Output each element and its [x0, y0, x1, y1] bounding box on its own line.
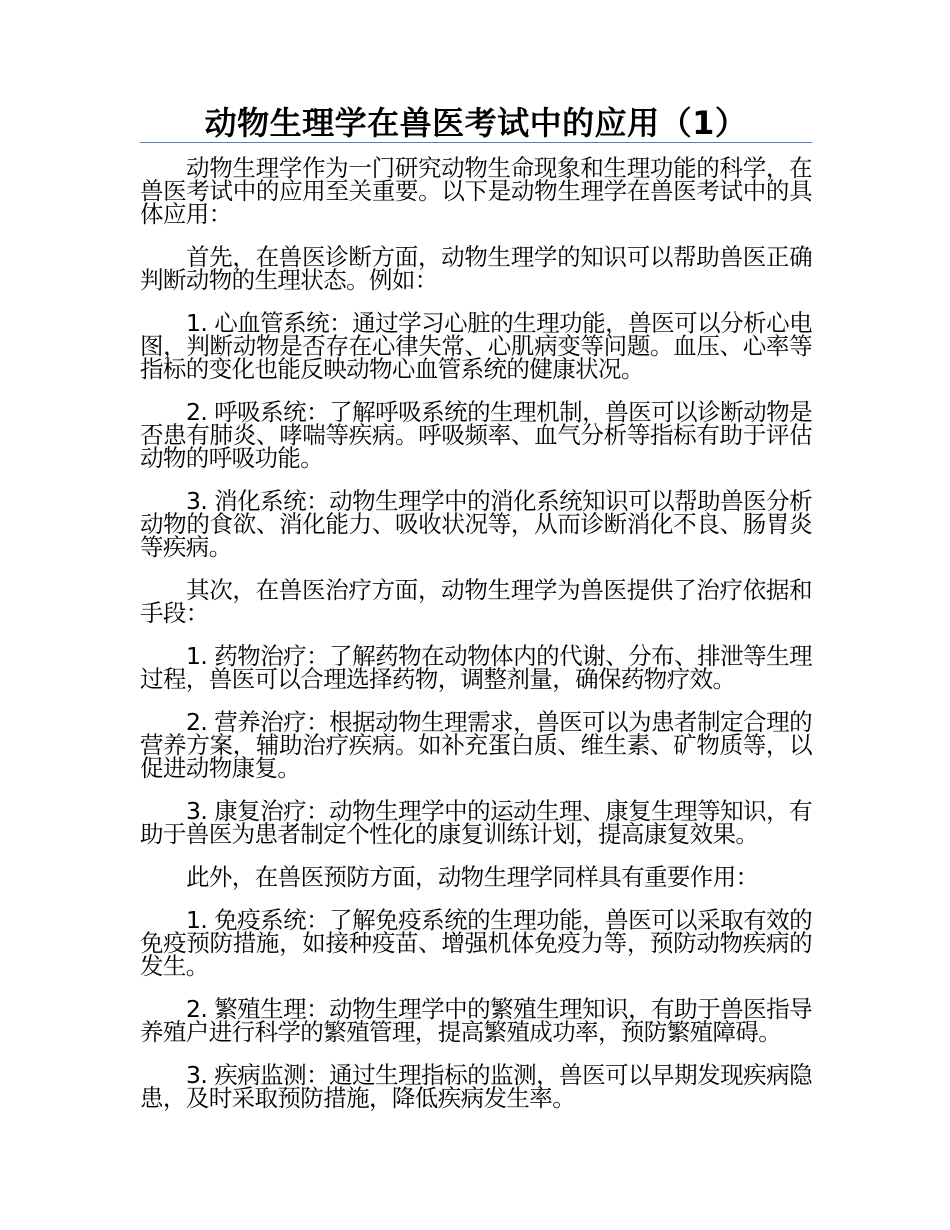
paragraph-immune-system: 1. 免疫系统：了解免疫系统的生理功能，兽医可以采取有效的免疫预防措施，如接种疫苗、增强机体免疫力等，预防动物疾病的发生。	[140, 906, 812, 980]
paragraph-prevention-intro: 此外，在兽医预防方面，动物生理学同样具有重要作用：	[186, 863, 759, 891]
document-page	[140, 100, 812, 1130]
paragraph-drug-therapy: 1. 药物治疗：了解药物在动物体内的代谢、分布、排泄等生理过程，兽医可以合理选择药物，调整剂量，确保药物疗效。	[140, 642, 812, 693]
paragraph-digestive: 3. 消化系统：动物生理学中的消化系统知识可以帮助兽医分析动物的食欲、消化能力、吸收状况等，从而诊断消化不良、肠胃炎等疾病。	[140, 487, 812, 561]
paragraph-nutrition-therapy: 2. 营养治疗：根据动物生理需求，兽医可以为患者制定合理的营养方案，辅助治疗疾病。如补充蛋白质、维生素、矿物质等，以促进动物康复。	[140, 708, 812, 782]
paragraph-cardiovascular: 1. 心血管系统：通过学习心脏的生理功能，兽医可以分析心电图，判断动物是否存在心律失常、心肌病变等问题。血压、心率等指标的变化也能反映动物心血管系统的健康状况。	[140, 309, 812, 383]
paragraph-diagnosis-intro: 首先，在兽医诊断方面，动物生理学的知识可以帮助兽医正确判断动物的生理状态。例如：	[140, 243, 812, 294]
paragraph-intro: 动物生理学作为一门研究动物生命现象和生理功能的科学，在兽医考试中的应用至关重要。以下是动物生理学在兽医考试中的具体应用：	[140, 154, 812, 228]
paragraph-treatment-intro: 其次，在兽医治疗方面，动物生理学为兽医提供了治疗依据和手段：	[140, 576, 812, 627]
paragraph-respiratory: 2. 呼吸系统：了解呼吸系统的生理机制，兽医可以诊断动物是否患有肺炎、哮喘等疾病。呼吸频率、血气分析等指标有助于评估动物的呼吸功能。	[140, 398, 812, 472]
document-title: 动物生理学在兽医考试中的应用（1）	[204, 104, 748, 142]
paragraph-rehab-therapy: 3. 康复治疗：动物生理学中的运动生理、康复生理等知识，有助于兽医为患者制定个性化的康复训练计划，提高康复效果。	[140, 797, 812, 848]
paragraph-disease-monitoring: 3. 疾病监测：通过生理指标的监测，兽医可以早期发现疾病隐患，及时采取预防措施，降低疾病发生率。	[140, 1061, 812, 1112]
paragraph-reproduction: 2. 繁殖生理：动物生理学中的繁殖生理知识，有助于兽医指导养殖户进行科学的繁殖管理，提高繁殖成功率，预防繁殖障碍。	[140, 995, 812, 1046]
